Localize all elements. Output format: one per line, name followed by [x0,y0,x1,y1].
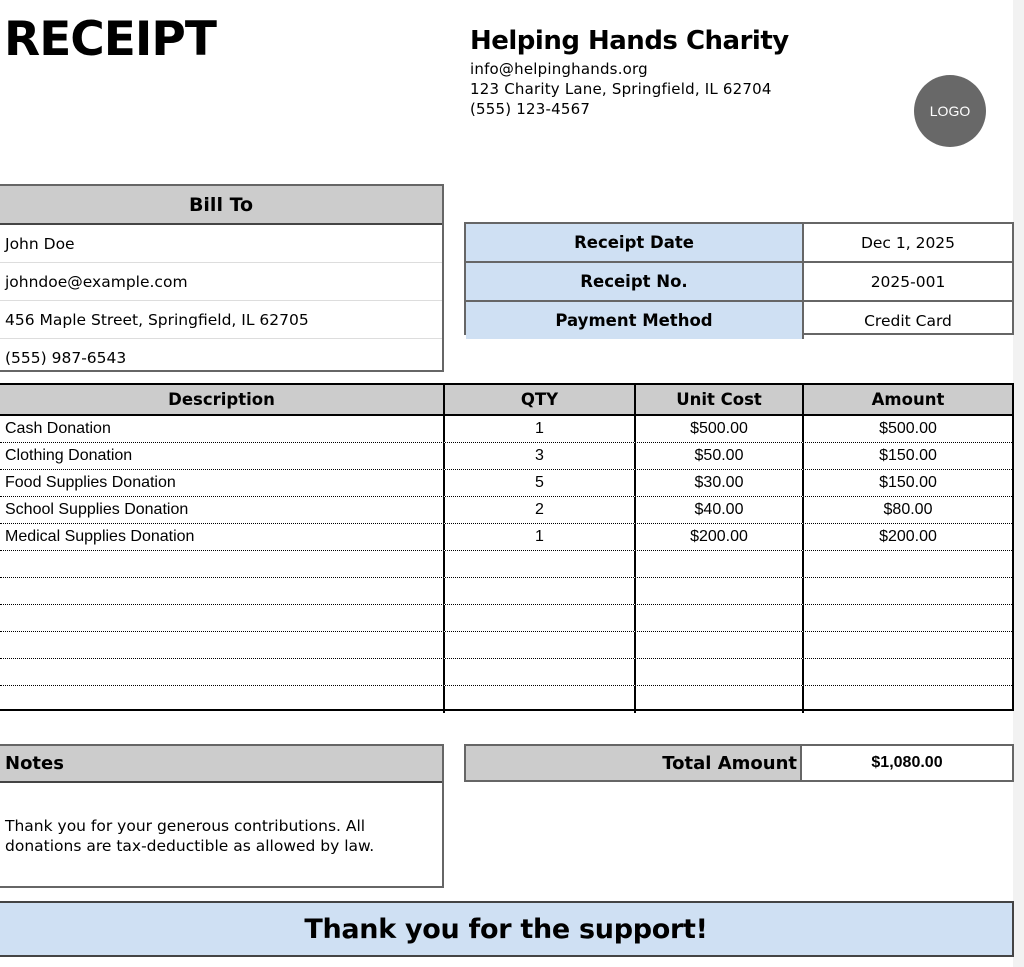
viewport-edge [1013,0,1024,967]
item-unit-cost [636,632,804,658]
table-row [0,605,1012,632]
item-qty [445,659,636,685]
item-unit-cost [636,659,804,685]
item-description [0,659,445,685]
item-amount: $80.00 [883,501,933,518]
item-qty: 2 [445,497,636,523]
table-row [0,416,1012,443]
logo-label: LOGO [929,103,971,119]
column-header-description: Description [0,385,445,414]
item-description: Clothing Donation [0,443,445,469]
item-amount: $150.00 [879,474,937,491]
item-amount [804,551,1012,577]
org-email: info@helpinghands.org [470,60,648,78]
column-header-unit-cost: Unit Cost [636,385,804,414]
bill-to-heading: Bill To [0,186,442,225]
item-unit-cost: $200.00 [636,524,804,550]
notes-section [0,744,444,888]
notes-text: Thank you for your generous contributions. All donations are tax-deductible as allowed by law. [5,817,375,855]
item-unit-cost [636,605,804,631]
receipt-number-row [466,263,1012,302]
item-amount: $150.00 [879,447,937,464]
logo-placeholder [914,75,986,147]
table-row [0,686,1012,713]
item-unit-cost [636,578,804,604]
table-row [0,578,1012,605]
notes-heading: Notes [0,746,442,783]
table-row [0,443,1012,470]
table-row [0,470,1012,497]
table-row [0,497,1012,524]
item-description [0,605,445,631]
bill-to-section [0,184,444,372]
item-unit-cost [636,686,804,713]
org-address: 123 Charity Lane, Springfield, IL 62704 [470,80,772,98]
item-description: Medical Supplies Donation [0,524,445,550]
receipt-date-value: Dec 1, 2025 [860,233,956,252]
table-row [0,524,1012,551]
item-description [0,551,445,577]
item-qty: 1 [445,416,636,442]
item-qty [445,578,636,604]
item-unit-cost: $500.00 [636,416,804,442]
item-unit-cost: $40.00 [636,497,804,523]
table-row [0,632,1012,659]
item-unit-cost: $50.00 [636,443,804,469]
item-amount: $500.00 [879,420,937,437]
item-qty: 5 [445,470,636,496]
item-amount [804,659,1012,685]
item-qty [445,632,636,658]
payment-method-label: Payment Method [466,302,804,339]
item-qty [445,686,636,713]
receipt-date-row [466,224,1012,263]
item-amount [804,605,1012,631]
column-header-qty: QTY [445,385,636,414]
item-qty: 3 [445,443,636,469]
item-description: Food Supplies Donation [0,470,445,496]
total-amount-label: Total Amount [466,746,802,780]
item-unit-cost [636,551,804,577]
item-amount: $200.00 [879,528,937,545]
item-description: Cash Donation [0,416,445,442]
payment-method-value: Credit Card [864,311,952,330]
items-table-body [0,416,1012,713]
item-qty [445,551,636,577]
payment-method-row [466,302,1012,339]
item-description [0,686,445,713]
item-amount [804,578,1012,604]
item-qty: 1 [445,524,636,550]
column-header-amount: Amount [871,390,945,409]
table-row [0,659,1012,686]
item-amount [804,632,1012,658]
receipt-info-table [464,222,1014,335]
table-row [0,551,1012,578]
receipt-number-label: Receipt No. [466,263,804,300]
receipt-date-label: Receipt Date [466,224,804,261]
bill-to-address: 456 Maple Street, Springfield, IL 62705 [0,301,442,339]
item-unit-cost: $30.00 [636,470,804,496]
item-qty [445,605,636,631]
item-description: School Supplies Donation [0,497,445,523]
page-title: RECEIPT [4,12,216,67]
items-table-header [0,385,1012,416]
item-description [0,578,445,604]
receipt-number-value: 2025-001 [870,272,946,291]
items-table [0,383,1014,711]
thank-you-banner: Thank you for the support! [0,901,1014,957]
bill-to-name: John Doe [0,225,442,263]
total-amount-value: $1,080.00 [871,754,943,771]
item-description [0,632,445,658]
org-phone: (555) 123-4567 [470,100,591,118]
org-name: Helping Hands Charity [470,26,789,56]
bill-to-email: johndoe@example.com [0,263,442,301]
bill-to-phone: (555) 987-6543 [5,348,127,367]
item-amount [804,686,1012,713]
total-amount-box [464,744,1014,782]
